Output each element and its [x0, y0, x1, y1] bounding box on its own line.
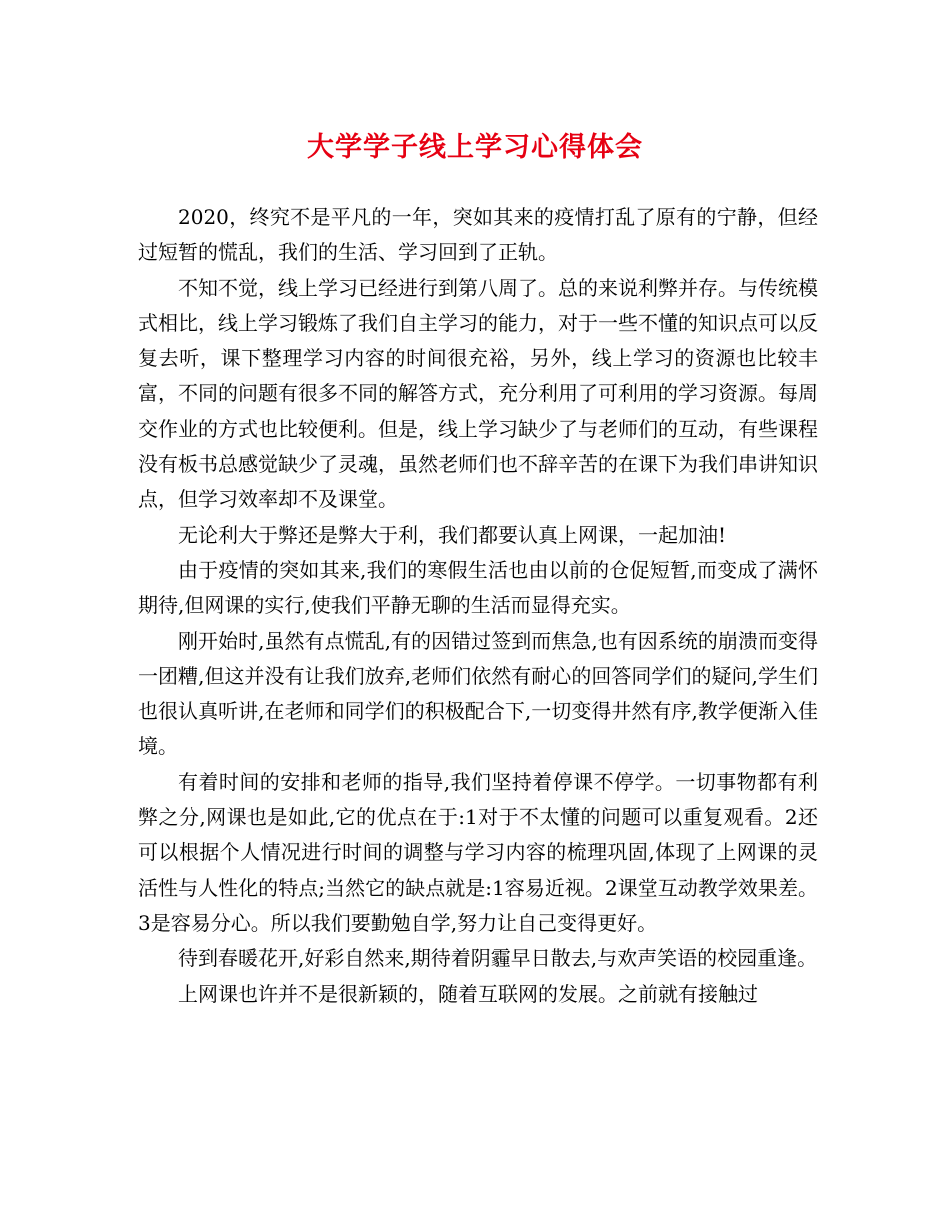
- paragraph: 有着时间的安排和老师的指导,我们坚持着停课不停学。一切事物都有利弊之分,网课也是如此,它的优点在于:1对于不太懂的问题可以重复观看。2还可以根据个人情况进行时间的调整与学习内容的梳理巩固,体现了上网课的灵活性与人性化的特点;当然它的缺点就是:1容易近视。2课堂互动教学效果差。3是容易分心。所以我们要勤勉自学,努力让自己变得更好。: [138, 769, 818, 935]
- document-title: 大学学子线上学习心得体会: [307, 132, 643, 163]
- paragraph: 由于疫情的突如其来,我们的寒假生活也由以前的仓促短暂,而变成了满怀期待,但网课的实行,使我们平静无聊的生活而显得充实。: [138, 557, 818, 618]
- document-body: [138, 200, 818, 1012]
- paragraph: 不知不觉，线上学习已经进行到第八周了。总的来说利弊并存。与传统模式相比，线上学习锻炼了我们自主学习的能力，对于一些不懂的知识点可以反复去听，课下整理学习内容的时间很充裕，另外，线上学习的资源也比较丰富，不同的问题有很多不同的解答方式，充分利用了可利用的学习资源。每周交作业的方式也比较便利。但是，线上学习缺少了与老师们的互动，有些课程没有板书总感觉缺少了灵魂，虽然老师们也不辞辛苦的在课下为我们串讲知识点，但学习效率却不及课堂。: [138, 275, 818, 512]
- paragraph: 待到春暖花开,好彩自然来,期待着阴霾早日散去,与欢声笑语的校园重逢。: [178, 946, 818, 971]
- paragraph: 上网课也许并不是很新颖的，随着互联网的发展。之前就有接触过: [178, 981, 758, 1006]
- paragraph: 2020，终究不是平凡的一年，突如其来的疫情打乱了原有的宁静，但经过短暂的慌乱，我们的生活、学习回到了正轨。: [138, 205, 818, 265]
- paragraph: 无论利大于弊还是弊大于利，我们都要认真上网课，一起加油!: [178, 522, 727, 547]
- paragraph: 刚开始时,虽然有点慌乱,有的因错过签到而焦急,也有因系统的崩溃而变得一团糟,但这并没有让我们放弃,老师们依然有耐心的回答同学们的疑问,学生们也很认真听讲,在老师和同学们的积极配合下,一切变得井然有序,教学便渐入佳境。: [138, 628, 818, 759]
